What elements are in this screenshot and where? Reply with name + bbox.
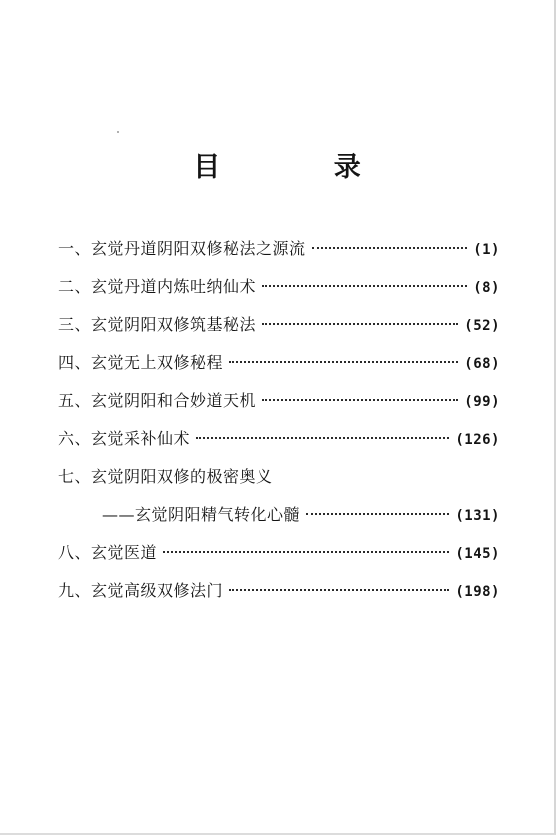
toc-leader-dots: [262, 399, 458, 401]
table-of-contents: [58, 236, 500, 616]
toc-leader-dots: [196, 437, 449, 439]
toc-entry-label: 玄觉无上双修秘程: [91, 353, 224, 372]
toc-entry-number: 二、: [58, 277, 92, 296]
toc-entry-number: 一、: [58, 239, 92, 258]
toc-entry-label: ——玄觉阴阳精气转化心髓: [102, 505, 301, 524]
toc-entry-page: (8): [473, 280, 500, 296]
toc-entry-1: [58, 236, 500, 274]
toc-leader-dots: [306, 513, 449, 515]
toc-entry-8: [58, 540, 500, 578]
toc-entry-7: [58, 464, 500, 502]
toc-entry-label: 玄觉丹道内炼吐纳仙术: [91, 277, 257, 296]
toc-entry-5: [58, 388, 500, 426]
toc-leader-dots: [163, 551, 449, 553]
scan-speck: [117, 131, 119, 133]
toc-entry-page: (52): [464, 318, 500, 334]
toc-entry-4: [58, 350, 500, 388]
toc-leader-dots: [312, 247, 468, 249]
toc-entry-9: [58, 578, 500, 616]
toc-entry-page: (145): [455, 546, 500, 562]
toc-entry-number: 六、: [58, 429, 92, 448]
toc-entry-label: 玄觉高级双修法门: [91, 581, 224, 600]
toc-leader-dots: [229, 361, 458, 363]
toc-entry-page: (131): [455, 508, 500, 524]
toc-entry-number: 三、: [58, 315, 92, 334]
page-title: 目 录: [193, 152, 413, 183]
toc-entry-number: 九、: [58, 581, 92, 600]
toc-entry-number: 四、: [58, 353, 92, 372]
toc-entry-page: (126): [455, 432, 500, 448]
toc-entry-7-subtitle: [58, 502, 500, 540]
toc-entry-label: 玄觉阴阳和合妙道天机: [91, 391, 257, 410]
toc-entry-number: 五、: [58, 391, 92, 410]
toc-entry-label: 玄觉医道: [91, 543, 158, 562]
toc-entry-page: (198): [455, 584, 500, 600]
toc-entry-label: 玄觉丹道阴阳双修秘法之源流: [91, 239, 306, 258]
toc-entry-number: 七、: [58, 467, 92, 486]
toc-entry-page: (68): [464, 356, 500, 372]
toc-entry-2: [58, 274, 500, 312]
toc-leader-dots: [262, 285, 467, 287]
toc-entry-3: [58, 312, 500, 350]
toc-entry-number: 八、: [58, 543, 92, 562]
toc-entry-label: 玄觉阴阳双修筑基秘法: [91, 315, 257, 334]
toc-leader-dots: [229, 589, 449, 591]
toc-entry-6: [58, 426, 500, 464]
toc-entry-page: (99): [464, 394, 500, 410]
toc-entry-label: 玄觉采补仙术: [91, 429, 191, 448]
toc-entry-label: 玄觉阴阳双修的极密奥义: [91, 467, 273, 486]
toc-leader-dots: [262, 323, 458, 325]
toc-entry-page: (1): [473, 242, 500, 258]
